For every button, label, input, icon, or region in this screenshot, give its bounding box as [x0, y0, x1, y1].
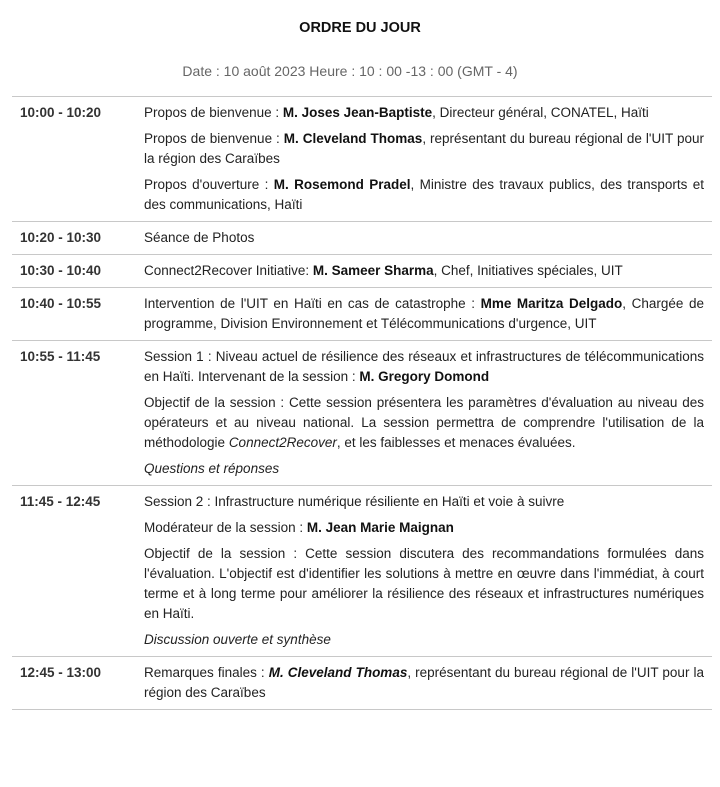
session-2-title: Session 2 : Infrastructure numérique résiliente en Haïti et voie à suivre — [144, 494, 565, 509]
speaker-name: M. Joses Jean-Baptiste — [282, 105, 433, 120]
table-row — [12, 486, 712, 657]
time-slot: 10:30 - 10:40 — [12, 255, 136, 288]
table-row — [12, 222, 712, 255]
agenda-item — [136, 97, 712, 222]
speaker-name: M. Jean Marie Maignan — [306, 520, 454, 535]
session-1-objective: Objectif de la session : Cette session présentera les paramètres d'évaluation au niveau des opérateurs et au niveau national. La session permettra de comprendre l'utilisation de la méthodologie Connect2Recover, et les faiblesses et menaces évaluées. — [144, 395, 704, 450]
session-2-discussion: Discussion ouverte et synthèse — [144, 632, 331, 647]
agenda-item — [136, 486, 712, 657]
session-1-title: Session 1 : Niveau actuel de résilience des réseaux et infrastructures de télécommunications en Haïti. Intervenant de la session : M. Gregory Domond — [144, 349, 704, 384]
initiative-presentation: Connect2Recover Initiative: M. Sameer Sharma, Chef, Initiatives spéciales, UIT — [144, 263, 623, 278]
speaker-name: Mme Maritza Delgado — [480, 296, 623, 311]
speaker-name: M. Cleveland Thomas — [268, 665, 408, 680]
time-slot: 10:00 - 10:20 — [12, 97, 136, 222]
agenda-table — [12, 96, 712, 710]
table-row — [12, 657, 712, 710]
speaker-name: M. Sameer Sharma — [312, 263, 434, 278]
speaker-name: M. Rosemond Pradel — [273, 177, 411, 192]
agenda-item — [136, 255, 712, 288]
session-2-objective: Objectif de la session : Cette session discutera des recommandations formulées dans l'évaluation. L'objectif est d'identifier les solutions à mettre en œuvre dans l'immédiat, à court terme et à long terme pour améliorer la résilience des réseaux et infrastructures numériques en Haïti. — [144, 546, 704, 621]
photo-session: Séance de Photos — [144, 230, 255, 245]
agenda-item — [136, 657, 712, 710]
time-slot: 10:40 - 10:55 — [12, 288, 136, 341]
speaker-name: M. Cleveland Thomas — [283, 131, 423, 146]
time-slot: 11:45 - 12:45 — [12, 486, 136, 657]
table-row — [12, 341, 712, 486]
opening-remarks: Propos d'ouverture : M. Rosemond Pradel, Ministre des travaux publics, des transports et des communications, Haïti — [144, 177, 704, 212]
time-slot: 10:20 - 10:30 — [12, 222, 136, 255]
table-row — [12, 288, 712, 341]
welcome-remarks-2: Propos de bienvenue : M. Cleveland Thomas, représentant du bureau régional de l'UIT pour la région des Caraïbes — [144, 131, 704, 166]
session-1-qa: Questions et réponses — [144, 461, 280, 476]
table-row — [12, 255, 712, 288]
speaker-name: M. Gregory Domond — [359, 369, 490, 384]
time-slot: 12:45 - 13:00 — [12, 657, 136, 710]
time-slot: 10:55 - 11:45 — [12, 341, 136, 486]
agenda-item — [136, 222, 712, 255]
itu-intervention: Intervention de l'UIT en Haïti en cas de catastrophe : Mme Maritza Delgado, Chargée de programme, Division Environnement et Télécommunications d'urgence, UIT — [144, 296, 704, 331]
welcome-remarks-1: Propos de bienvenue : M. Joses Jean-Baptiste, Directeur général, CONATEL, Haïti — [144, 105, 649, 120]
agenda-item — [136, 288, 712, 341]
table-row — [12, 97, 712, 222]
page-title: ORDRE DU JOUR — [299, 20, 421, 36]
closing-remarks: Remarques finales : M. Cleveland Thomas, représentant du bureau régional de l'UIT pour la région des Caraïbes — [144, 665, 704, 700]
session-2-moderator: Modérateur de la session : M. Jean Marie Maignan — [144, 520, 454, 535]
agenda-item — [136, 341, 712, 486]
date-line: Date : 10 août 2023 Heure : 10 : 00 -13 : 00 (GMT - 4) — [182, 63, 518, 79]
